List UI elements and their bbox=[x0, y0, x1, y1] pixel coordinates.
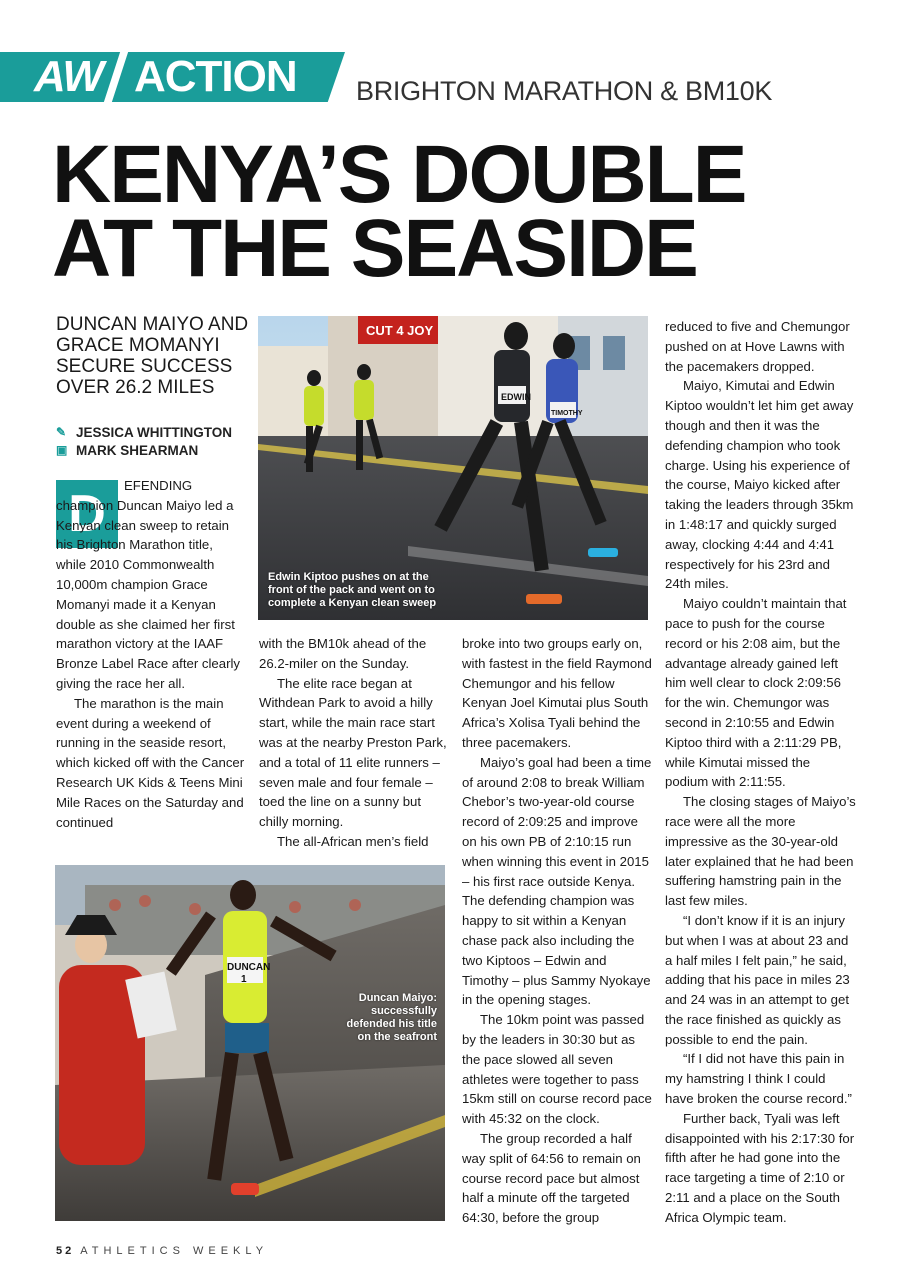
headline bbox=[52, 129, 872, 294]
bib-timothy: TIMOTHY bbox=[551, 410, 583, 417]
paragraph: The 10km point was passed by the leaders in 30:30 but as the pace slowed all seven athletes were together to pass 15km still on course record pace with 45:32 on the clock. bbox=[462, 1012, 652, 1127]
paragraph: Maiyo couldn’t maintain that pace to push for the course record or his 2:08 aim, but the advantage already gained left him well clear to clock 2:09:56 for the win. Chemungor was second in 2:10:55 and Edwin Kiptoo third with a 2:11:29 PB, while Kimutai missed the podium with 2:11:55. bbox=[665, 596, 847, 790]
shop-sign: CUT 4 JOY bbox=[366, 323, 434, 338]
headline-line-2: AT THE SEASIDE bbox=[52, 203, 697, 294]
body-column-1 bbox=[56, 476, 246, 832]
writer-credit bbox=[56, 424, 232, 441]
camera-icon: ▣ bbox=[56, 443, 68, 457]
magazine-name: ATHLETICS WEEKLY bbox=[80, 1245, 269, 1257]
photo-caption-top: Edwin Kiptoo pushes on at the front of the pack and went on to complete a Kenyan clean sweep bbox=[268, 571, 437, 609]
photographer-credit bbox=[56, 442, 198, 459]
paragraph: reduced to five and Chemungor pushed on at Hove Lawns with the pacemakers dropped. bbox=[665, 319, 850, 374]
body-column-3 bbox=[462, 634, 654, 1228]
paragraph: with the BM10k ahead of the 26.2-miler on the Sunday. bbox=[259, 636, 427, 671]
drop-cap: D bbox=[56, 480, 118, 548]
paragraph: The all-African men’s field bbox=[277, 833, 429, 849]
bib-number: 1 bbox=[241, 974, 247, 985]
paragraph: The group recorded a half way split of 64:56 to remain on course record pace but almost half a minute off the targeted 64:30, before the group bbox=[462, 1130, 641, 1226]
paragraph: The closing stages of Maiyo’s race were all the more impressive as the 30-year-old later explained that he had been suffering hamstring pain in the last few miles. bbox=[665, 794, 856, 909]
pen-icon: ✎ bbox=[56, 425, 67, 439]
writer-name: JESSICA WHITTINGTON bbox=[76, 425, 233, 440]
page-footer bbox=[56, 1245, 268, 1257]
bib-duncan: DUNCAN bbox=[227, 962, 271, 973]
paragraph: The marathon is the main event during a weekend of running in the seaside resort, which kicked off with the Cancer Research UK Kids & Teens Mini Mile Races on the Saturday and continued bbox=[56, 695, 245, 830]
body-column-2 bbox=[259, 634, 449, 852]
section-label: ACTION bbox=[134, 52, 297, 101]
paragraph: Maiyo, Kimutai and Edwin Kiptoo wouldn’t let him get away though and then it was the defending champion who took charge. Using his experience of the course, Maiyo kicked after taking the leaders through 35km in 1:48:17 and quickly surged away, clocking 4:44 and 4:41 respectively for his 23rd and 24th miles. bbox=[665, 378, 854, 592]
paragraph: The elite race began at Withdean Park to avoid a hilly start, while the main race start was at the nearby Preston Park, and a total of 11 elite runners – seven male and four female – toed the line on a sunny but chilly morning. bbox=[259, 675, 447, 830]
paragraph: broke into two groups early on, with fastest in the field Raymond Chemungor and his fellow Kenyan Joel Kimutai plus South Africa’s Xolisa Tyali behind the three pacemakers. bbox=[462, 636, 652, 750]
photo-caption-bottom: Duncan Maiyo: successfully defended his title on the seafront bbox=[346, 992, 437, 1043]
standfirst: DUNCAN MAIYO AND GRACE MOMANYI SECURE SUCCESS OVER 26.2 MILES bbox=[56, 314, 249, 398]
event-title: BRIGHTON MARATHON & BM10K bbox=[356, 76, 773, 106]
page-number: 52 bbox=[56, 1245, 75, 1257]
headline-line-1: KENYA’S DOUBLE bbox=[52, 129, 746, 220]
paragraph: Further back, Tyali was left disappointed with his 2:17:30 for fifth after he had gone into the race targeting a time of 2:10 or 2:11 and a place on the South Africa Olympic team. bbox=[665, 1110, 855, 1225]
photographer-name: MARK SHEARMAN bbox=[76, 443, 199, 458]
lead-paragraph bbox=[56, 476, 246, 694]
paragraph: “I don’t know if it is an injury but when I was at about 23 and a half miles I felt pain,” he said, adding that his pace in miles 23 and 24 was in an attempt to get the race finished as quickly as possible to end the pain. bbox=[665, 912, 850, 1047]
lead-text: EFENDING champion Duncan Maiyo led a Kenyan clean sweep to retain his Brighton Marathon title, while 2010 Commonwealth 10,000m champion Grace Momanyi made it a Kenyan double as she claimed her first marathon victory at the IAAF Bronze Label Race after clearly giving the race her all. bbox=[56, 478, 240, 691]
bib-edwin: EDWIN bbox=[501, 392, 531, 402]
body-column-4 bbox=[665, 317, 857, 1228]
paragraph: “If I did not have this pain in my hamstring I think I could have broken the course record.” bbox=[665, 1051, 852, 1107]
magazine-logo: AW bbox=[34, 52, 103, 101]
paragraph: Maiyo’s goal had been a time of around 2:08 to break William Chebor’s two-year-old course record of 2:09:25 and improve on his own PB of 2:10:15 run when winning this event in 2015 – his first race outside Kenya. The defending champion was happy to sit within a Kenyan chase pack also including the two Kiptoos – Edwin and Timothy – plus Sammy Nyokaye in the opening stages. bbox=[462, 754, 652, 1008]
